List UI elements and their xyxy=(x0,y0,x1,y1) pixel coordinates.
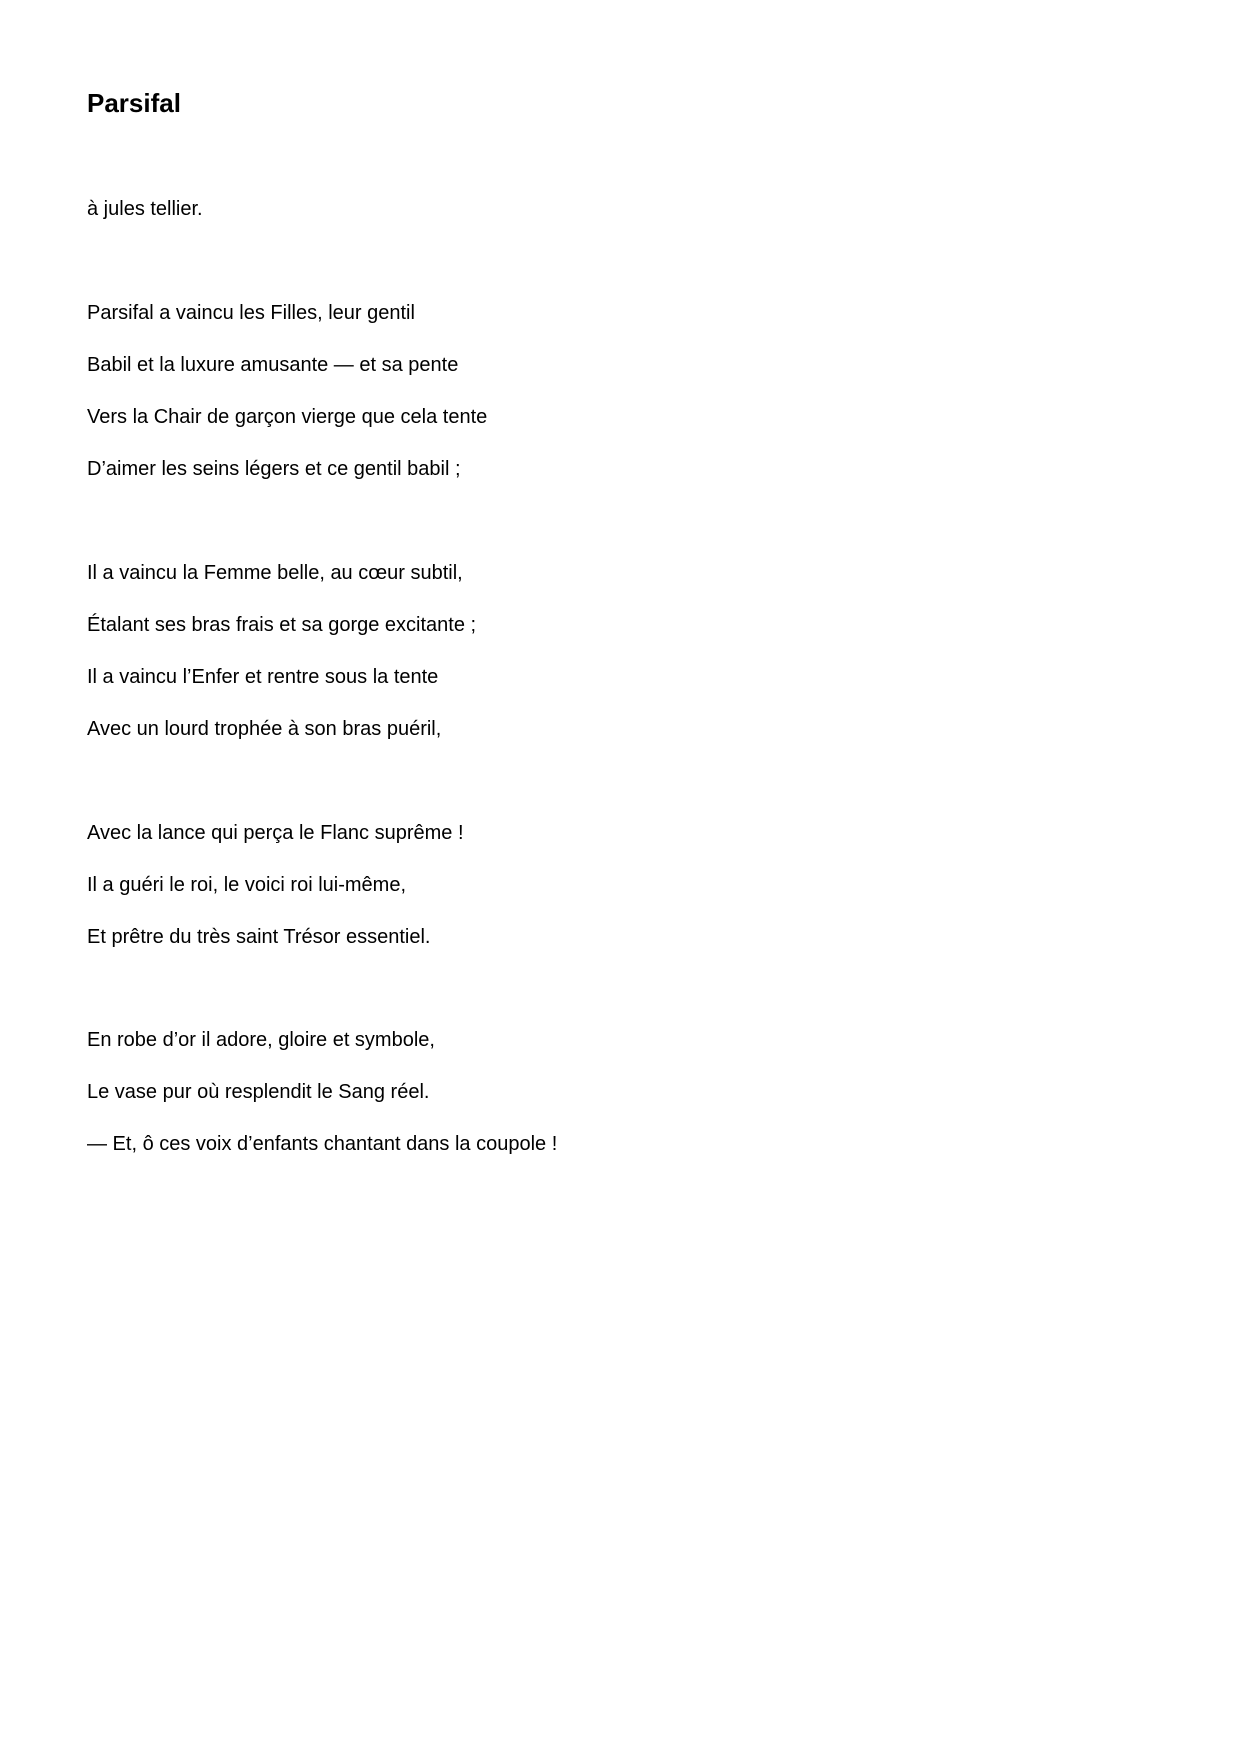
verse-line: Avec un lourd trophée à son bras puéril, xyxy=(87,718,442,740)
stanza-4 xyxy=(87,1027,557,1183)
verse-line: Parsifal a vaincu les Filles, leur gentil xyxy=(87,302,415,324)
poem-dedication: à jules tellier. xyxy=(87,198,203,220)
verse-line: Avec la lance qui perça le Flanc suprême ! xyxy=(87,822,464,844)
verse-line: Il a guéri le roi, le voici roi lui-même, xyxy=(87,874,406,896)
verse-line: En robe d’or il adore, gloire et symbole, xyxy=(87,1029,435,1051)
verse-line: Il a vaincu l’Enfer et rentre sous la tente xyxy=(87,666,439,688)
verse-line: Le vase pur où resplendit le Sang réel. xyxy=(87,1081,430,1103)
verse-line: — Et, ô ces voix d’enfants chantant dans la coupole ! xyxy=(87,1133,558,1155)
poem-title: Parsifal xyxy=(87,88,181,118)
stanza-1 xyxy=(87,300,487,508)
verse-line: Vers la Chair de garçon vierge que cela tente xyxy=(87,406,488,428)
verse-line: Et prêtre du très saint Trésor essentiel. xyxy=(87,926,431,948)
verse-line: Il a vaincu la Femme belle, au cœur subtil, xyxy=(87,562,463,584)
verse-line: D’aimer les seins légers et ce gentil babil ; xyxy=(87,458,461,480)
stanza-2 xyxy=(87,560,476,768)
verse-line: Étalant ses bras frais et sa gorge excitante ; xyxy=(87,614,477,636)
stanza-3 xyxy=(87,820,464,976)
verse-line: Babil et la luxure amusante — et sa pente xyxy=(87,354,459,376)
